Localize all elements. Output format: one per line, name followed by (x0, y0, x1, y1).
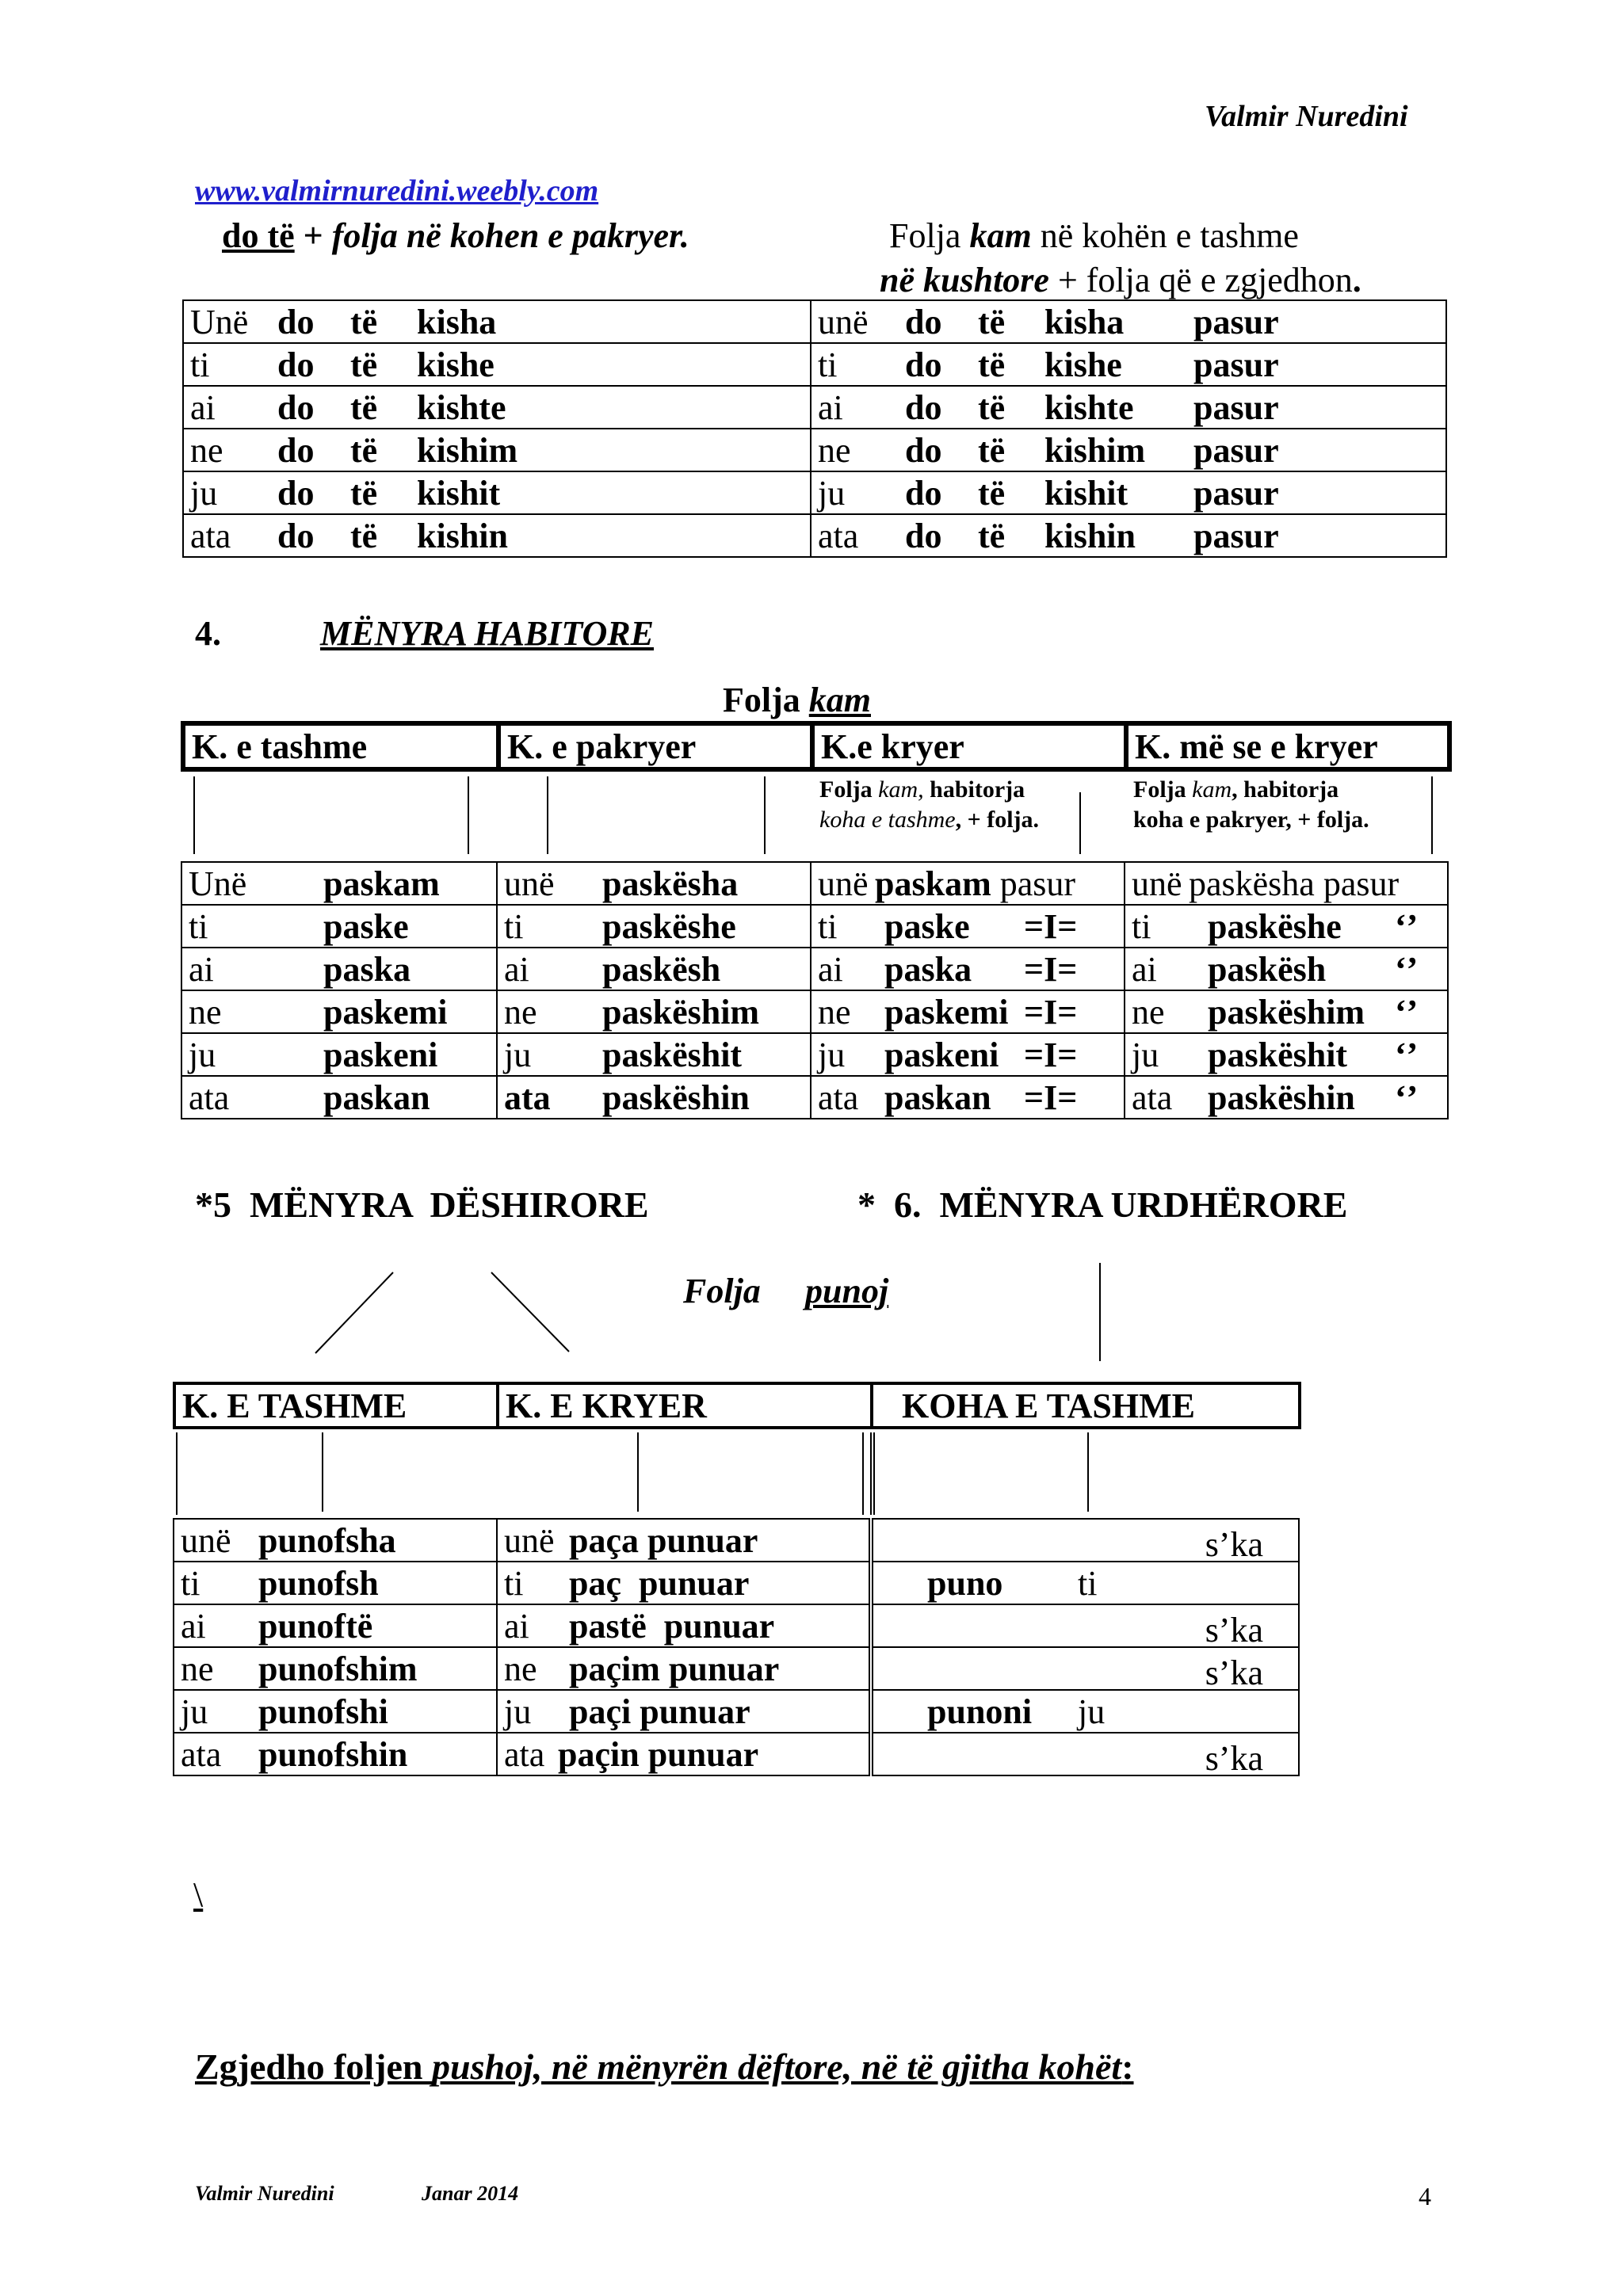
verb-form: pastë punuar (569, 1606, 775, 1646)
pronoun: ju (818, 1035, 846, 1074)
cell-k-e-kryer (497, 1562, 871, 1604)
table-row (174, 1733, 1299, 1775)
te-word: të (350, 430, 378, 470)
pronoun: unë (818, 302, 869, 341)
section5-title: *5 MËNYRA DËSHIRORE (195, 1184, 649, 1225)
cell-k-e-kryer (497, 1519, 871, 1562)
exercise-a: Zgjedho foljen (195, 2046, 432, 2087)
connector-line (176, 1432, 178, 1515)
verb-form: paskëshim (602, 992, 760, 1032)
te-word: të (350, 473, 378, 513)
pronoun: ti (181, 1563, 200, 1603)
table-row (174, 1647, 1299, 1690)
verb-form: kisha (417, 302, 497, 341)
te-word: të (978, 430, 1006, 470)
do-word: do (277, 430, 315, 470)
do-word: do (905, 473, 942, 513)
ditto-mark: ‘’ (1395, 1035, 1419, 1074)
verb-form: kishim (1044, 430, 1146, 470)
cell-koha-e-tashme (871, 1604, 1299, 1647)
pronoun: ai (818, 387, 843, 427)
conditional-title-b: kam (969, 216, 1032, 255)
exercise-b: pushoj, në mënyrën dëftore, në të gjitha kohët (432, 2046, 1122, 2087)
footer-date: Janar 2014 (422, 2182, 519, 2205)
verb-punoj: punoj (805, 1272, 889, 1310)
suffix: =I= (1024, 992, 1078, 1032)
verb-form: kishe (417, 345, 495, 384)
verb-form: paskëshim (1208, 992, 1365, 1032)
note4-d: koha e pakryer, + folja. (1133, 807, 1369, 833)
pronoun: ju (1132, 1035, 1159, 1074)
do-word: do (277, 473, 315, 513)
header-author: Valmir Nuredini (1205, 100, 1408, 133)
note3-a: Folja (819, 776, 879, 803)
verb-form: paske (884, 906, 970, 946)
pasur-word: pasur (1193, 430, 1279, 470)
folja-label: Folja (723, 681, 809, 719)
ditto-mark: ‘’ (1395, 949, 1419, 989)
section4-title: MËNYRA HABITORE (320, 614, 654, 653)
do-te-label: do të (222, 216, 295, 255)
section6-title: * 6. MËNYRA URDHËRORE (857, 1184, 1348, 1225)
do-word: do (277, 302, 315, 341)
connector-line (873, 1432, 875, 1515)
header-k-e-tashme: K. E TASHME (174, 1383, 498, 1428)
pronoun: ne (1132, 992, 1165, 1032)
table-row (174, 1690, 1299, 1733)
ditto-mark: ‘’ (1395, 992, 1419, 1032)
cell-k-e-kryer (497, 1647, 871, 1690)
ditto-mark: ‘’ (1395, 1077, 1419, 1117)
cell-k-e-kryer (497, 1690, 871, 1733)
exercise-c: : (1121, 2046, 1134, 2087)
pronoun: ti (504, 1563, 524, 1603)
pronoun: ju (504, 1035, 532, 1074)
verb-form: paskësh (1208, 949, 1327, 989)
pronoun: Unë (189, 864, 247, 903)
verb-form: paçin punuar (558, 1734, 759, 1774)
verb-form: paskëshin (602, 1077, 750, 1117)
do-word: do (277, 516, 315, 555)
pronoun: ti (818, 906, 838, 946)
cell-k-e-tashme (174, 1733, 497, 1775)
do-word: do (277, 345, 315, 384)
pronoun: ju (818, 473, 846, 513)
cell-k-e-tashme (174, 1562, 497, 1604)
deshirore-header-table (173, 1382, 1301, 1429)
ska-label: s’ka (1205, 1525, 1263, 1562)
verb-form: punofsha (258, 1520, 396, 1560)
pronoun: unë (1132, 864, 1182, 903)
verb-form: punofshin (258, 1734, 408, 1774)
header-k-pakryer: K. e pakryer (498, 723, 812, 769)
verb-form: paskam (875, 864, 991, 903)
note3-e: , + folja. (955, 807, 1040, 833)
imperative-form: puno (927, 1563, 1003, 1603)
pasur-word: pasur (1193, 387, 1279, 427)
verb-form: paskësha pasur (1189, 864, 1400, 903)
verb-form: kishim (417, 430, 518, 470)
header-k-kryer: K.e kryer (812, 723, 1126, 769)
pronoun: ju (190, 473, 218, 513)
note3-d: koha e tashme (819, 807, 956, 833)
pronoun: ti (818, 345, 838, 384)
footer-author: Valmir Nuredini (195, 2182, 334, 2205)
verb-form: punoftë (258, 1606, 373, 1646)
cell-k-e-tashme (174, 1647, 497, 1690)
header-k-e-kryer: K. E KRYER (498, 1383, 872, 1428)
pasur-word: pasur (1193, 302, 1279, 341)
pronoun: ata (190, 516, 231, 555)
pronoun: ai (190, 387, 216, 427)
pronoun: ne (818, 430, 851, 470)
cell-koha-e-tashme (871, 1690, 1299, 1733)
suffix: =I= (1024, 1035, 1078, 1074)
pronoun: ti (1132, 906, 1151, 946)
cell-k-e-kryer (497, 1604, 871, 1647)
pronoun: ju (181, 1691, 208, 1731)
header-k-tashme: K. e tashme (183, 723, 498, 769)
note4-b: kam (1192, 776, 1232, 803)
ska-label: s’ka (1205, 1611, 1263, 1647)
note4-c: , habitorja (1232, 776, 1339, 803)
section4-number: 4. (195, 614, 221, 653)
ska-label: s’ka (1205, 1653, 1263, 1690)
pronoun: Unë (190, 302, 249, 341)
te-word: të (978, 516, 1006, 555)
do-word: do (905, 302, 942, 341)
verb-form: paskëshe (1208, 906, 1342, 946)
pronoun: ti (504, 906, 524, 946)
verb-form: kisha (1044, 302, 1125, 341)
plus-sign: + (294, 216, 332, 255)
verb-form: paska (884, 949, 972, 989)
te-word: të (350, 302, 378, 341)
verb-form: paskëshit (1208, 1035, 1348, 1074)
pronoun: ata (504, 1077, 551, 1117)
verb-form: paskeni (884, 1035, 999, 1074)
cell-k-e-tashme (174, 1519, 497, 1562)
verb-form: kishe (1044, 345, 1122, 384)
verb-form: paskëshe (602, 906, 736, 946)
pronoun: ti (1078, 1563, 1098, 1603)
conditional-title-f: . (1352, 261, 1361, 299)
verb-kam: kam (808, 681, 871, 719)
cell-k-e-tashme (174, 1604, 497, 1647)
do-word: do (905, 516, 942, 555)
verb-form: paçi punuar (569, 1691, 750, 1731)
verb-form: punofshi (258, 1691, 388, 1731)
verb-form: paskan (884, 1077, 991, 1117)
pronoun: ai (189, 949, 214, 989)
note3-c: habitorja (923, 776, 1025, 803)
conditional-title-e: + folja që e zgjedhon (1048, 261, 1353, 299)
imperative-form: punoni (927, 1691, 1033, 1731)
te-word: të (978, 387, 1006, 427)
page-number: 4 (1419, 2182, 1431, 2210)
te-word: të (978, 345, 1006, 384)
note3-b: kam, (878, 776, 924, 803)
suffix: =I= (1024, 949, 1078, 989)
verb-form: paç punuar (569, 1563, 750, 1603)
verb-form: paskëshit (602, 1035, 743, 1074)
suffix: pasur (991, 864, 1076, 903)
stray-backslash: \ (193, 1875, 204, 1914)
verb-form: kishin (1044, 516, 1136, 555)
te-word: të (350, 345, 378, 384)
table-row (174, 1562, 1299, 1604)
pronoun: ai (1132, 949, 1157, 989)
pronoun: ata (1132, 1077, 1173, 1117)
ska-label: s’ka (1205, 1739, 1263, 1775)
te-word: të (350, 516, 378, 555)
suffix: =I= (1024, 906, 1078, 946)
website-link[interactable]: www.valmirnuredini.weebly.com (195, 174, 599, 208)
verb-form: paskemi (323, 992, 448, 1032)
pronoun: ju (1078, 1691, 1106, 1731)
future-title-rest: folja në kohen e pakryer. (331, 216, 689, 255)
table-row (174, 1604, 1299, 1647)
cell-koha-e-tashme (871, 1647, 1299, 1690)
verb-form: punofshim (258, 1649, 418, 1688)
pronoun: ne (504, 992, 537, 1032)
pronoun: ata (818, 516, 859, 555)
te-word: të (978, 302, 1006, 341)
verb-form: paskësh (602, 949, 721, 989)
cell-koha-e-tashme (871, 1562, 1299, 1604)
cell-koha-e-tashme (871, 1733, 1299, 1775)
verb-form: paskan (323, 1077, 430, 1117)
do-word: do (905, 430, 942, 470)
verb-form: paska (323, 949, 411, 989)
verb-form: kishte (1044, 387, 1134, 427)
pronoun: ne (818, 992, 851, 1032)
header-koha-e-tashme: KOHA E TASHME (872, 1383, 1300, 1428)
deshirore-urdherore-table (173, 1518, 1300, 1776)
te-word: të (978, 473, 1006, 513)
te-word: të (350, 387, 378, 427)
pronoun: ne (504, 1649, 537, 1688)
pronoun: ju (189, 1035, 216, 1074)
pronoun: ai (181, 1606, 206, 1646)
do-word: do (905, 345, 942, 384)
connector-line (637, 1432, 639, 1512)
verb-form: paskëshin (1208, 1077, 1355, 1117)
conditional-title-c: në kohën e tashme (1031, 216, 1299, 255)
pronoun: ne (190, 430, 223, 470)
cell-k-e-kryer (497, 1733, 871, 1775)
verb-form: paskeni (323, 1035, 438, 1074)
pronoun: ata (181, 1734, 222, 1774)
verb-form: paskemi (884, 992, 1009, 1032)
pronoun: ai (504, 1606, 529, 1646)
ditto-mark: ‘’ (1395, 906, 1419, 946)
pronoun: ti (189, 906, 208, 946)
pronoun: ne (181, 1649, 214, 1688)
pronoun: ata (504, 1734, 545, 1774)
connector-line (862, 1432, 864, 1515)
verb-form: punofsh (258, 1563, 379, 1603)
pronoun: unë (504, 1520, 555, 1560)
pronoun: unë (181, 1520, 231, 1560)
verb-form: kishte (417, 387, 506, 427)
exercise-instruction (195, 2046, 1134, 2087)
verb-form: paça punuar (569, 1520, 758, 1560)
table-row (174, 1519, 1299, 1562)
pasur-word: pasur (1193, 516, 1279, 555)
note4-a: Folja (1133, 776, 1193, 803)
verb-form: kishit (417, 473, 501, 513)
cell-koha-e-tashme (871, 1519, 1299, 1562)
pasur-word: pasur (1193, 345, 1279, 384)
verb-form: paske (323, 906, 409, 946)
connector-line (870, 1432, 872, 1515)
conditional-title-a: Folja (889, 216, 970, 255)
pronoun: ata (818, 1077, 859, 1117)
pronoun: unë (504, 864, 555, 903)
do-word: do (905, 387, 942, 427)
do-word: do (277, 387, 315, 427)
folja-punoj-label: Folja (683, 1272, 761, 1310)
verb-form: paskësha (602, 864, 739, 903)
pronoun: ata (189, 1077, 230, 1117)
pasur-word: pasur (1193, 473, 1279, 513)
pronoun: ti (190, 345, 210, 384)
cell-k-e-tashme (174, 1690, 497, 1733)
connector-line (1087, 1432, 1089, 1512)
verb-form: paskam (323, 864, 440, 903)
verb-form: kishit (1044, 473, 1128, 513)
pronoun: ai (504, 949, 529, 989)
verb-form: paçim punuar (569, 1649, 780, 1688)
pronoun: unë (818, 864, 869, 903)
header-k-me-se-kryer: K. më se e kryer (1126, 723, 1449, 769)
conditional-title-d: në kushtore (880, 261, 1049, 299)
pronoun: ai (818, 949, 843, 989)
pronoun: ne (189, 992, 222, 1032)
pronoun: ju (504, 1691, 532, 1731)
connector-line (322, 1432, 323, 1512)
verb-form: kishin (417, 516, 508, 555)
suffix: =I= (1024, 1077, 1078, 1117)
